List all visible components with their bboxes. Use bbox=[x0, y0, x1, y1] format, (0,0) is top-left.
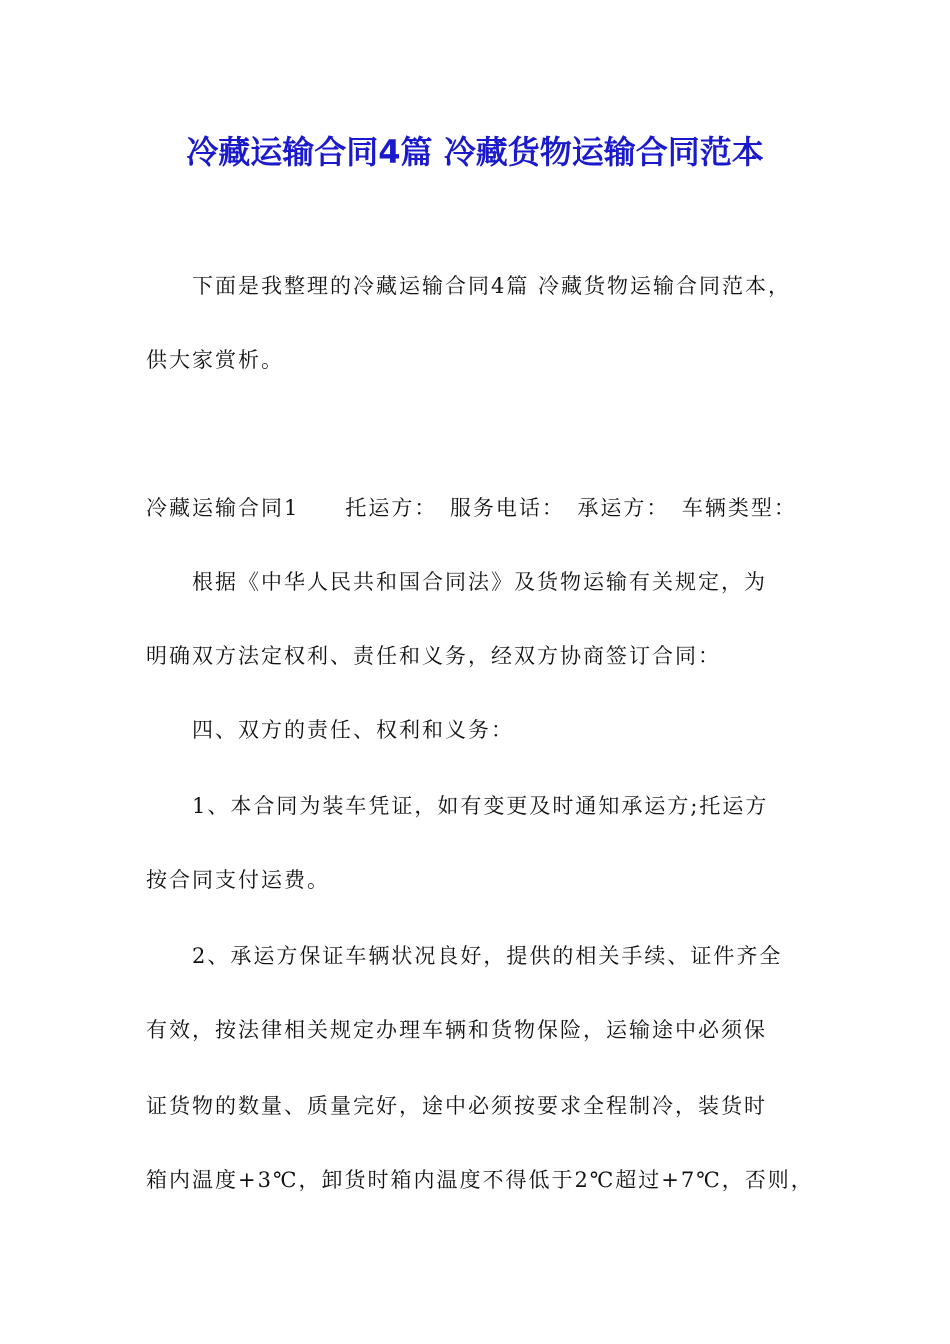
paragraph-line: 供大家赏析。 bbox=[146, 348, 284, 372]
paragraph-line: 四、双方的责任、权利和义务： bbox=[192, 718, 514, 742]
paragraph-line: 下面是我整理的冷藏运输合同4篇 冷藏货物运输合同范本， bbox=[192, 274, 792, 298]
paragraph-line: 冷藏运输合同1 托运方： 服务电话： 承运方： 车辆类型： bbox=[146, 496, 797, 520]
paragraph-line: 1、本合同为装车凭证，如有变更及时通知承运方;托运方 bbox=[192, 794, 769, 818]
paragraph-line: 有效，按法律相关规定办理车辆和货物保险，运输途中必须保 bbox=[146, 1018, 767, 1042]
paragraph-line: 按合同支付运费。 bbox=[146, 868, 330, 892]
document-title: 冷藏运输合同4篇 冷藏货物运输合同范本 bbox=[186, 133, 764, 171]
paragraph-line: 2、承运方保证车辆状况良好，提供的相关手续、证件齐全 bbox=[192, 944, 783, 968]
paragraph-line: 根据《中华人民共和国合同法》及货物运输有关规定，为 bbox=[192, 570, 767, 594]
paragraph-line: 箱内温度+3℃，卸货时箱内温度不得低于2℃超过+7℃，否则， bbox=[146, 1168, 814, 1192]
paragraph-line: 明确双方法定权利、责任和义务，经双方协商签订合同： bbox=[146, 644, 721, 668]
paragraph-line: 证货物的数量、质量完好，途中必须按要求全程制冷，装货时 bbox=[146, 1094, 767, 1118]
